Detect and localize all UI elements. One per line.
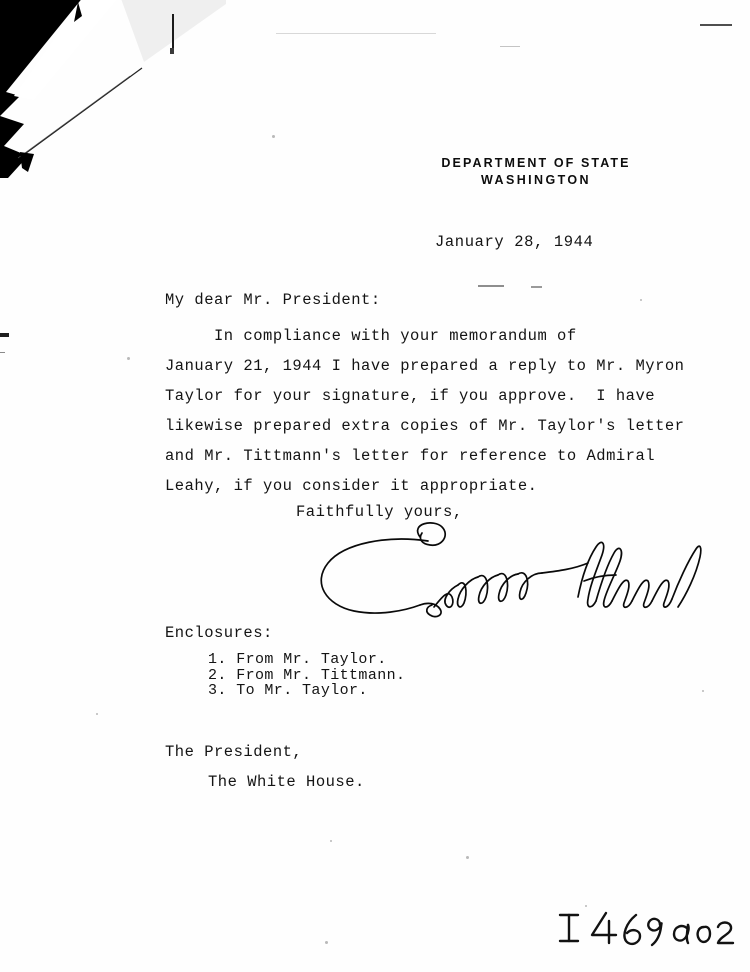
scan-speck-left (0, 333, 9, 337)
addressee-name: The President, (165, 743, 303, 761)
salutation: My dear Mr. President: (165, 291, 381, 309)
enclosure-item: 1. From Mr. Taylor. (208, 651, 387, 668)
enclosure-item: 3. To Mr. Taylor. (208, 682, 368, 699)
signature-cordell-hull (292, 519, 712, 621)
enclosure-item: 2. From Mr. Tittmann. (208, 666, 406, 684)
scan-streak-top (276, 33, 436, 34)
scan-speck-left-lower (0, 352, 5, 353)
body-line: Taylor for your signature, if you approve. I have (165, 387, 656, 405)
scan-edge-artifact (0, 0, 226, 178)
scan-streak-top-right (700, 24, 732, 26)
date-line: January 28, 1944 (435, 233, 594, 251)
scan-tick-mark-lower (170, 48, 174, 54)
paper-speck (96, 713, 98, 715)
body-line: Leahy, if you consider it appropriate. (165, 477, 538, 495)
body-line: likewise prepared extra copies of Mr. Taylor's letter (165, 417, 685, 435)
addressee-location: The White House. (208, 773, 365, 791)
letterhead-city: WASHINGTON (481, 173, 591, 187)
paper-speck (585, 905, 587, 907)
paper-speck (330, 840, 332, 842)
paper-speck (702, 690, 704, 692)
paper-speck (466, 856, 469, 859)
letterhead-department: DEPARTMENT OF STATE (441, 156, 631, 170)
enclosures-heading: Enclosures: (165, 624, 273, 642)
paper-speck (640, 299, 642, 301)
scan-tick-mark (172, 14, 174, 48)
scan-dash-salutation-right (531, 286, 542, 288)
body-line: and Mr. Tittmann's letter for reference to Admiral (165, 447, 656, 465)
scan-dash-salutation (478, 285, 504, 287)
letter-body (165, 321, 684, 501)
scan-streak-upper (500, 46, 520, 47)
enclosures-list (208, 652, 405, 699)
closing-line: Faithfully yours, (296, 503, 463, 521)
body-line: January 21, 1944 I have prepared a reply to Mr. Myron (165, 357, 685, 375)
paper-speck (325, 941, 328, 944)
body-line: In compliance with your memorandum of (165, 327, 577, 345)
archival-reference-mark (556, 903, 736, 955)
paper-speck (272, 135, 275, 138)
paper-speck (127, 357, 130, 360)
